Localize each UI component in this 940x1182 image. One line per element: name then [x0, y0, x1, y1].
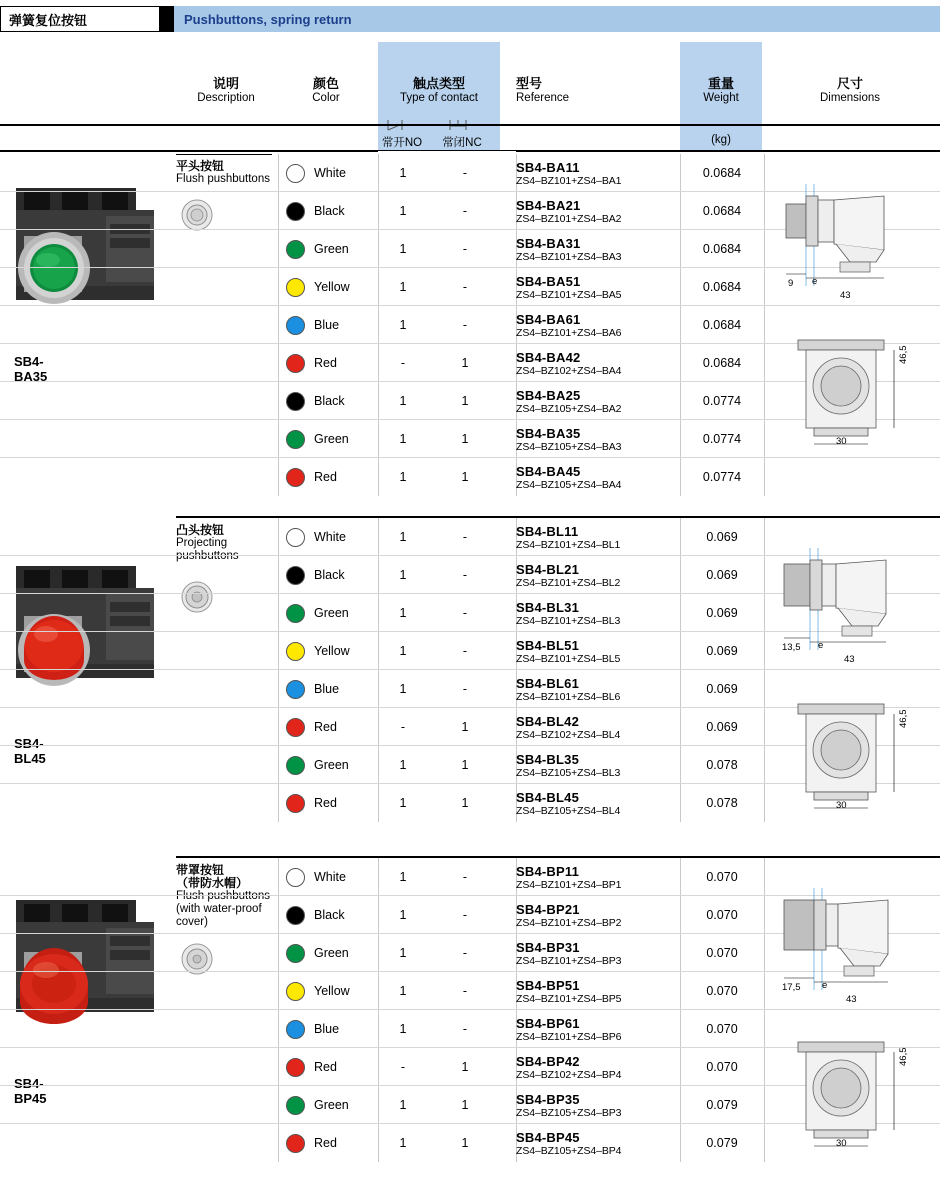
reference-sub: ZS4–BZ102+ZS4–BP4 — [516, 1068, 622, 1081]
reference-sub: ZS4–BZ102+ZS4–BA4 — [516, 364, 622, 377]
header-divider — [160, 6, 174, 32]
reference-sub: ZS4–BZ101+ZS4–BL2 — [516, 576, 621, 589]
reference-main: SB4-BA11 — [516, 159, 580, 175]
color-label: Red — [314, 796, 337, 810]
dimension-drawing-front-3 — [786, 1036, 936, 1156]
col-weight-cn: 重量 — [707, 76, 734, 91]
dimension-drawing-side-2 — [780, 546, 930, 656]
weight-value: 0.0684 — [702, 318, 742, 332]
color-swatch — [286, 316, 305, 335]
reference-main: SB4-BA31 — [516, 235, 581, 251]
contact-no-value: 1 — [399, 984, 407, 998]
color-label: Black — [314, 568, 345, 582]
contact-no-value: 1 — [399, 394, 407, 408]
dim-e-2: e — [818, 640, 824, 651]
col-reference-cn: 型号 — [516, 76, 543, 91]
reference-sub: ZS4–BZ102+ZS4–BL4 — [516, 728, 621, 741]
col-dimensions-en: Dimensions — [819, 92, 881, 104]
contact-nc-value: 1 — [461, 432, 469, 446]
contact-nc-value: 1 — [461, 720, 469, 734]
col-contact-cn: 触点类型 — [412, 76, 465, 91]
col-description-en: Description — [197, 92, 255, 104]
color-swatch — [286, 164, 305, 183]
contact-nc-value: - — [462, 1022, 468, 1036]
color-swatch — [286, 1058, 305, 1077]
color-label: Red — [314, 1060, 337, 1074]
reference-sub: ZS4–BZ101+ZS4–BA5 — [516, 288, 622, 301]
desc-en-3: Flush pushbuttons — [176, 890, 270, 902]
contact-no-value: 1 — [399, 470, 407, 484]
reference-sub: ZS4–BZ101+ZS4–BP6 — [516, 1030, 622, 1043]
contact-nc-value: - — [462, 318, 468, 332]
dim-width-2: 43 — [844, 654, 855, 665]
color-label: White — [314, 166, 346, 180]
dim-width-1: 43 — [840, 290, 851, 301]
weight-value: 0.069 — [706, 606, 738, 620]
contact-nc-value: - — [462, 280, 468, 294]
contact-nc-value: - — [462, 946, 468, 960]
weight-value: 0.0684 — [702, 166, 742, 180]
weight-value: 0.0774 — [702, 394, 742, 408]
reference-sub: ZS4–BZ105+ZS4–BP4 — [516, 1144, 622, 1157]
desc-cn2-3: （带防水帽） — [176, 876, 249, 890]
dim-depth-2: 30 — [836, 800, 847, 811]
contact-nc-value: - — [462, 682, 468, 696]
color-label: Yellow — [314, 280, 350, 294]
reference-sub: ZS4–BZ105+ZS4–BA3 — [516, 440, 622, 453]
color-label: White — [314, 530, 346, 544]
col-contact-en: Type of contact — [400, 92, 478, 104]
dim-depth-1: 30 — [836, 436, 847, 447]
reference-main: SB4-BA35 — [516, 425, 581, 441]
no-nc-rule — [378, 150, 518, 151]
weight-value: 0.069 — [706, 530, 738, 544]
reference-sub: ZS4–BZ101+ZS4–BA2 — [516, 212, 622, 225]
reference-main: SB4-BA45 — [516, 463, 581, 479]
dimension-drawing-side-1 — [780, 182, 930, 292]
label-no: 常开NO — [381, 137, 423, 149]
contact-nc-value: - — [462, 606, 468, 620]
col-description-cn: 说明 — [212, 76, 239, 91]
reference-main: SB4-BL21 — [516, 561, 580, 577]
weight-value: 0.070 — [706, 870, 738, 884]
dim-height-1: 46,5 — [898, 345, 909, 364]
dimension-drawing-front-1 — [786, 334, 936, 454]
reference-main: SB4-BA25 — [516, 387, 581, 403]
contact-no-value: 1 — [399, 870, 407, 884]
contact-nc-value: - — [462, 166, 468, 180]
contact-nc-value: 1 — [461, 1098, 469, 1112]
contact-nc-value: - — [462, 908, 468, 922]
contact-no-value: 1 — [399, 432, 407, 446]
reference-sub: ZS4–BZ101+ZS4–BL1 — [516, 538, 621, 551]
col-reference-en: Reference — [516, 92, 570, 104]
reference-sub: ZS4–BZ101+ZS4–BP5 — [516, 992, 622, 1005]
contact-no-value: 1 — [399, 758, 407, 772]
contact-nc-value: - — [462, 530, 468, 544]
dim-left-3: 17,5 — [782, 982, 801, 993]
weight-value: 0.078 — [706, 796, 738, 810]
col-color-cn: 颜色 — [312, 76, 339, 91]
contact-no-value: 1 — [399, 280, 407, 294]
color-label: Red — [314, 356, 337, 370]
color-label: Green — [314, 606, 349, 620]
contact-nc-value: - — [462, 644, 468, 658]
color-swatch — [286, 718, 305, 737]
color-label: White — [314, 870, 346, 884]
color-label: Yellow — [314, 644, 350, 658]
dimension-drawing-front-2 — [786, 698, 936, 818]
color-swatch — [286, 240, 305, 259]
reference-main: SB4-BA61 — [516, 311, 581, 327]
product-caption-3: SB4-BP45 — [14, 1076, 47, 1106]
contact-no-value: 1 — [399, 908, 407, 922]
table-row[interactable] — [0, 458, 940, 496]
reference-main: SB4-BL45 — [516, 789, 580, 805]
color-label: Green — [314, 432, 349, 446]
contact-no-value: 1 — [399, 1022, 407, 1036]
contact-no-value: - — [400, 720, 406, 734]
dim-left-2: 13,5 — [782, 642, 801, 653]
contact-no-value: 1 — [399, 242, 407, 256]
weight-value: 0.070 — [706, 946, 738, 960]
weight-value: 0.069 — [706, 568, 738, 582]
color-label: Red — [314, 1136, 337, 1150]
reference-main: SB4-BP45 — [516, 1129, 580, 1145]
header-title-en: Pushbuttons, spring return — [174, 6, 940, 32]
desc-cn-2: 凸头按钮 — [176, 523, 225, 537]
product-caption-2: SB4-BL45 — [14, 736, 46, 766]
reference-sub: ZS4–BZ101+ZS4–BA6 — [516, 326, 622, 339]
reference-sub: ZS4–BZ101+ZS4–BA1 — [516, 174, 622, 187]
contact-nc-value: 1 — [461, 1060, 469, 1074]
color-label: Green — [314, 758, 349, 772]
contact-no-value: 1 — [399, 166, 407, 180]
weight-value: 0.078 — [706, 758, 738, 772]
reference-main: SB4-BL31 — [516, 599, 580, 615]
weight-value: 0.0774 — [702, 432, 742, 446]
reference-main: SB4-BL42 — [516, 713, 580, 729]
contact-no-value: 1 — [399, 568, 407, 582]
color-label: Yellow — [314, 984, 350, 998]
contact-no-value: - — [400, 1060, 406, 1074]
header-rule-left — [0, 150, 176, 152]
dim-e-3: e — [822, 980, 828, 991]
color-swatch — [286, 1134, 305, 1153]
color-label: Red — [314, 470, 337, 484]
header-rule-top — [0, 124, 940, 126]
color-swatch — [286, 278, 305, 297]
color-swatch — [286, 392, 305, 411]
reference-sub: ZS4–BZ101+ZS4–BP3 — [516, 954, 622, 967]
color-label: Blue — [314, 682, 340, 696]
contact-nc-value: 1 — [461, 796, 469, 810]
contact-nc-value: - — [462, 204, 468, 218]
reference-main: SB4-BP35 — [516, 1091, 580, 1107]
color-label: Black — [314, 394, 345, 408]
contact-no-value: - — [400, 356, 406, 370]
contact-nc-value: 1 — [461, 1136, 469, 1150]
col-weight-en: Weight — [703, 92, 739, 104]
reference-main: SB4-BL35 — [516, 751, 580, 767]
color-swatch — [286, 680, 305, 699]
color-label: Blue — [314, 1022, 340, 1036]
contact-nc-value: 1 — [461, 394, 469, 408]
color-swatch — [286, 566, 305, 585]
reference-sub: ZS4–BZ105+ZS4–BA4 — [516, 478, 622, 491]
weight-value: 0.079 — [706, 1136, 738, 1150]
contact-nc-value: - — [462, 242, 468, 256]
weight-value: 0.079 — [706, 1098, 738, 1112]
header-title-cn: 弹簧复位按钮 — [0, 6, 160, 32]
color-swatch — [286, 944, 305, 963]
reference-main: SB4-BP61 — [516, 1015, 580, 1031]
page-header — [0, 6, 940, 32]
desc-en2-2: pushbuttons — [176, 550, 239, 562]
reference-main: SB4-BA42 — [516, 349, 581, 365]
contact-no-value: 1 — [399, 1136, 407, 1150]
contact-no-value: 1 — [399, 946, 407, 960]
color-swatch — [286, 1096, 305, 1115]
color-swatch — [286, 906, 305, 925]
contact-no-value: 1 — [399, 530, 407, 544]
color-swatch — [286, 756, 305, 775]
product-caption-1: SB4-BA35 — [14, 354, 48, 384]
weight-value: 0.0684 — [702, 204, 742, 218]
reference-main: SB4-BL61 — [516, 675, 580, 691]
reference-sub: ZS4–BZ105+ZS4–BA2 — [516, 402, 622, 415]
reference-main: SB4-BP31 — [516, 939, 580, 955]
dim-height-2: 46,5 — [898, 709, 909, 728]
dimension-drawing-side-3 — [780, 886, 930, 996]
contact-no-value: 1 — [399, 682, 407, 696]
header-rule-mid — [176, 150, 378, 152]
contact-no-value: 1 — [399, 318, 407, 332]
reference-main: SB4-BA51 — [516, 273, 581, 289]
weight-value: 0.069 — [706, 682, 738, 696]
col-color-en: Color — [312, 92, 340, 104]
reference-main: SB4-BP11 — [516, 863, 580, 879]
reference-sub: ZS4–BZ105+ZS4–BP3 — [516, 1106, 622, 1119]
color-swatch — [286, 794, 305, 813]
col-dimensions-cn: 尺寸 — [836, 76, 863, 91]
contact-no-value: 1 — [399, 644, 407, 658]
color-swatch — [286, 868, 305, 887]
desc-cn-1: 平头按钮 — [176, 159, 225, 173]
color-swatch — [286, 604, 305, 623]
header-rule-right — [516, 150, 940, 152]
desc-en3-3: cover) — [176, 916, 208, 928]
color-swatch — [286, 354, 305, 373]
desc-cn-3: 带罩按钮 — [176, 863, 225, 877]
contact-nc-value: - — [462, 870, 468, 884]
color-swatch — [286, 468, 305, 487]
reference-sub: ZS4–BZ101+ZS4–BA3 — [516, 250, 622, 263]
reference-main: SB4-BL51 — [516, 637, 580, 653]
color-label: Green — [314, 1098, 349, 1112]
weight-value: 0.069 — [706, 644, 738, 658]
color-label: Green — [314, 946, 349, 960]
weight-value: 0.069 — [706, 720, 738, 734]
reference-main: SB4-BP21 — [516, 901, 580, 917]
label-nc: 常闭NC — [442, 137, 482, 149]
column-header — [0, 34, 940, 134]
contact-nc-value: - — [462, 568, 468, 582]
contact-no-value: 1 — [399, 796, 407, 810]
reference-sub: ZS4–BZ101+ZS4–BL5 — [516, 652, 621, 665]
reference-sub: ZS4–BZ101+ZS4–BP1 — [516, 878, 622, 891]
weight-value: 0.070 — [706, 1022, 738, 1036]
weight-value: 0.070 — [706, 908, 738, 922]
color-label: Green — [314, 242, 349, 256]
contact-nc-value: 1 — [461, 470, 469, 484]
weight-value: 0.0684 — [702, 356, 742, 370]
weight-value: 0.0684 — [702, 280, 742, 294]
dim-e-1: e — [812, 276, 818, 287]
label-weight-unit: (kg) — [711, 134, 731, 146]
color-label: Black — [314, 908, 345, 922]
weight-value: 0.0684 — [702, 242, 742, 256]
desc-en-2: Projecting — [176, 537, 228, 549]
reference-sub: ZS4–BZ101+ZS4–BL3 — [516, 614, 621, 627]
reference-sub: ZS4–BZ101+ZS4–BP2 — [516, 916, 622, 929]
color-swatch — [286, 528, 305, 547]
contact-nc-value: 1 — [461, 356, 469, 370]
dim-width-3: 43 — [846, 994, 857, 1005]
reference-main: SB4-BA21 — [516, 197, 581, 213]
contact-no-value: 1 — [399, 606, 407, 620]
desc-en2-3: (with water-proof — [176, 903, 262, 915]
dim-height-3: 46,5 — [898, 1047, 909, 1066]
color-swatch — [286, 1020, 305, 1039]
color-label: Red — [314, 720, 337, 734]
reference-sub: ZS4–BZ105+ZS4–BL3 — [516, 766, 621, 779]
weight-value: 0.070 — [706, 1060, 738, 1074]
weight-value: 0.0774 — [702, 470, 742, 484]
color-label: Blue — [314, 318, 340, 332]
reference-sub: ZS4–BZ105+ZS4–BL4 — [516, 804, 621, 817]
color-swatch — [286, 642, 305, 661]
contact-nc-value: 1 — [461, 758, 469, 772]
reference-main: SB4-BP42 — [516, 1053, 580, 1069]
contact-no-value: 1 — [399, 204, 407, 218]
reference-sub: ZS4–BZ101+ZS4–BL6 — [516, 690, 621, 703]
contact-no-value: 1 — [399, 1098, 407, 1112]
dim-depth-3: 30 — [836, 1138, 847, 1149]
color-swatch — [286, 430, 305, 449]
reference-main: SB4-BL11 — [516, 523, 579, 539]
weight-value: 0.070 — [706, 984, 738, 998]
color-swatch — [286, 202, 305, 221]
dim-left-1: 9 — [788, 278, 794, 289]
desc-en-1: Flush pushbuttons — [176, 173, 270, 185]
color-label: Black — [314, 204, 345, 218]
color-swatch — [286, 982, 305, 1001]
reference-main: SB4-BP51 — [516, 977, 580, 993]
contact-nc-value: - — [462, 984, 468, 998]
